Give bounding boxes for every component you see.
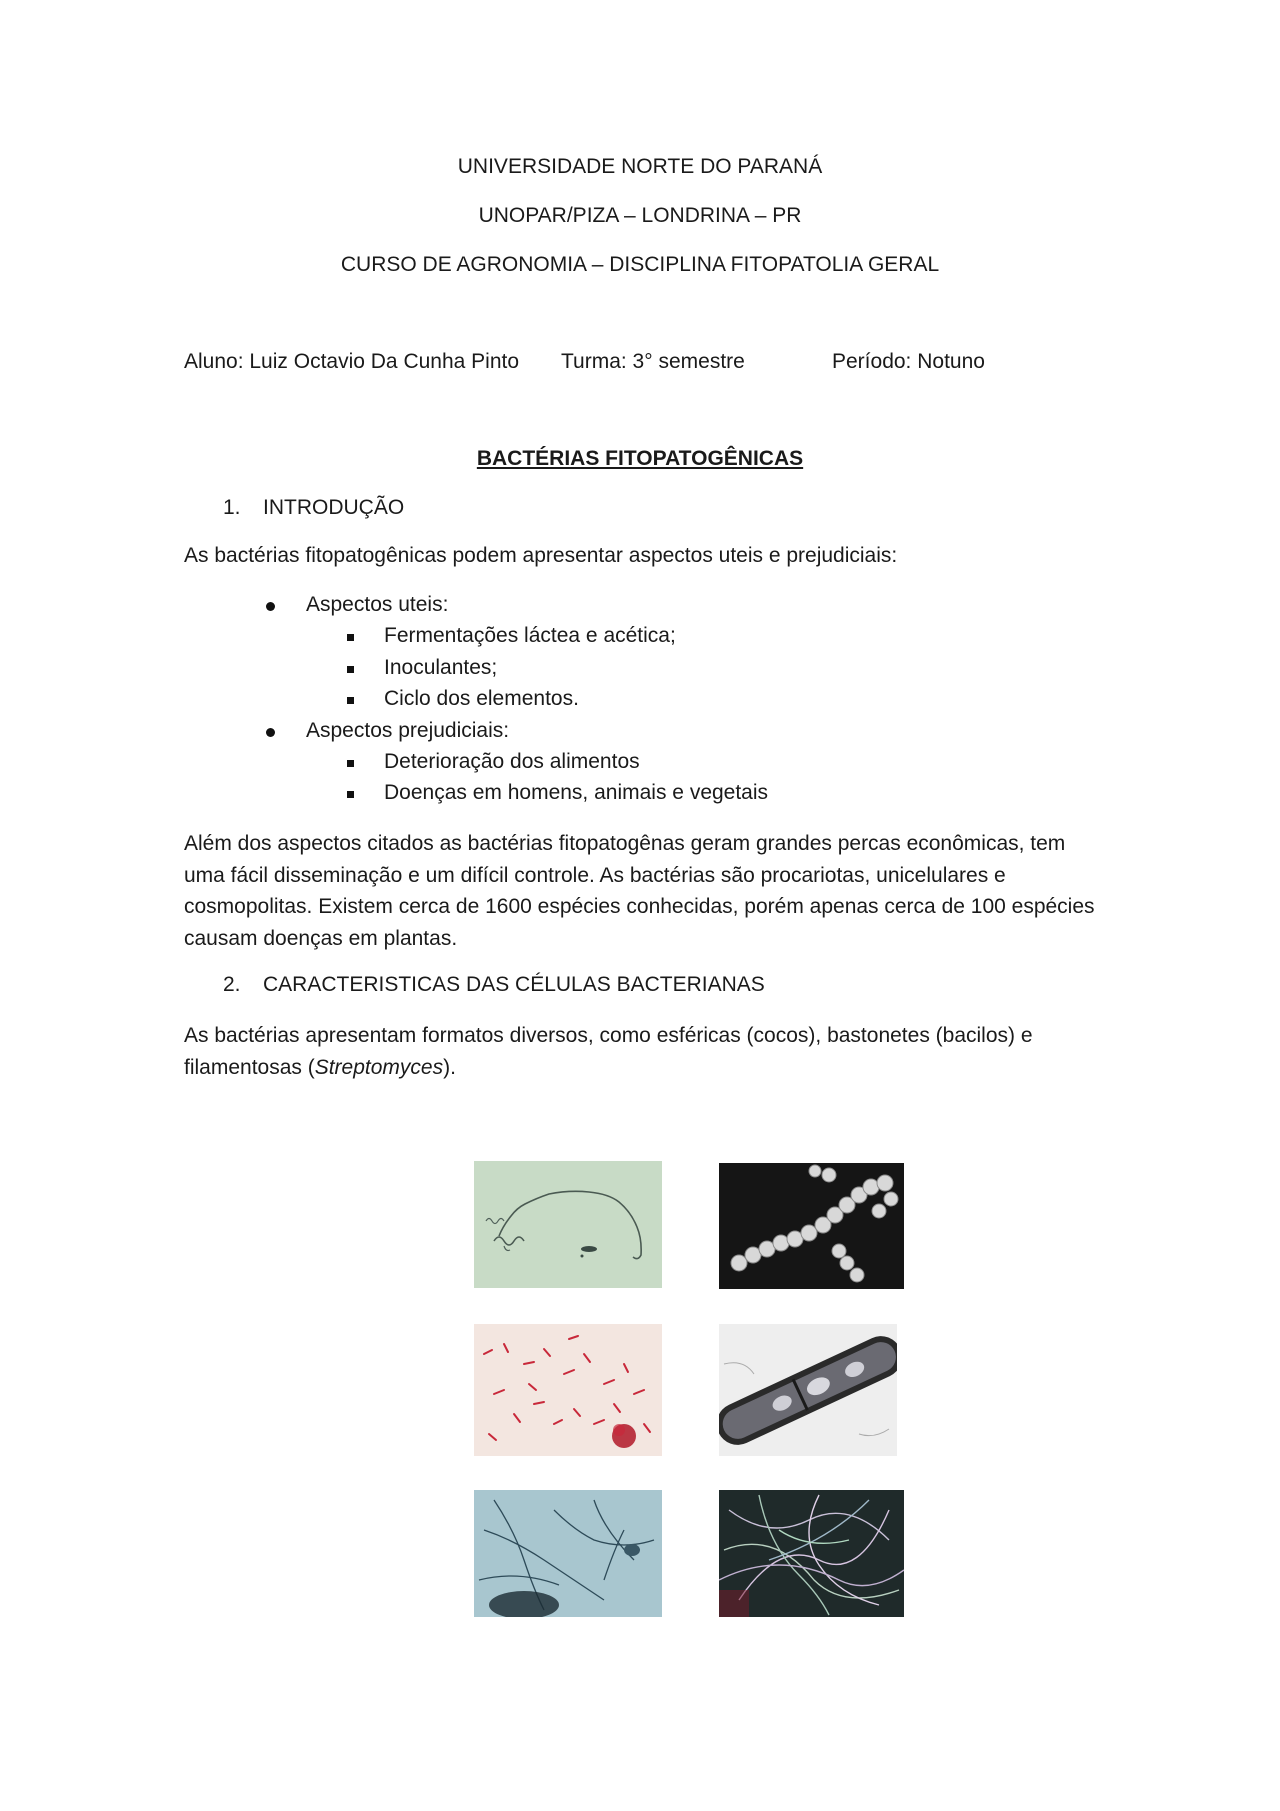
square-bullet-icon <box>347 697 354 704</box>
course-line: CURSO DE AGRONOMIA – DISCIPLINA FITOPATOLIA GERAL <box>340 253 940 276</box>
document-title: BACTÉRIAS FITOPATOGÊNICAS <box>476 447 804 470</box>
square-bullet-icon <box>347 791 354 798</box>
list-item: Fermentações láctea e acética; <box>384 624 676 647</box>
square-bullet-icon <box>347 666 354 673</box>
section1-intro: As bactérias fitopatogênicas podem apresentar aspectos uteis e prejudiciais: <box>184 544 898 567</box>
list-item: Inoculantes; <box>384 656 498 679</box>
section2-text-a: As bactérias apresentam formatos diversos, como esféricas (cocos), bastonetes (bacilos) e filamentosas ( <box>184 1024 1033 1079</box>
section2-number: 2. <box>223 973 241 996</box>
university-name: UNIVERSIDADE NORTE DO PARANÁ <box>457 155 823 178</box>
list-item: Ciclo dos elementos. <box>384 687 579 710</box>
student-period: Período: Notuno <box>832 350 985 373</box>
section2-text-italic: Streptomyces <box>314 1055 444 1079</box>
section2-paragraph <box>184 1020 1104 1083</box>
section1-heading: INTRODUÇÃO <box>263 496 405 519</box>
bullet-icon <box>266 728 275 737</box>
student-class: Turma: 3° semestre <box>561 350 745 373</box>
section2-heading: CARACTERISTICAS DAS CÉLULAS BACTERIANAS <box>263 973 765 996</box>
cocci-chain-micrograph <box>719 1163 904 1289</box>
group-label-uteis: Aspectos uteis: <box>306 593 449 616</box>
stained-bacilli-micrograph <box>474 1324 662 1456</box>
section2-text-b: ). <box>443 1055 456 1079</box>
square-bullet-icon <box>347 760 354 767</box>
list-item: Doenças em homens, animais e vegetais <box>384 781 769 804</box>
bacillus-em-micrograph <box>719 1324 897 1456</box>
group-label-prejudiciais: Aspectos prejudiciais: <box>306 719 510 742</box>
section1-paragraph: Além dos aspectos citados as bactérias fitopatogênas geram grandes percas econômicas, tem uma fácil disseminação e um difícil controle. As bactérias são procariotas, unicelulares e cosmopolitas. Existem cerca de 1600 espécies conhecidas, porém apenas cerca de 100 espécies causam doenças em plantas. <box>184 832 1095 950</box>
square-bullet-icon <box>347 634 354 641</box>
streptomyces-micrograph <box>719 1490 904 1617</box>
section1-number: 1. <box>223 496 241 519</box>
list-item: Deterioração dos alimentos <box>384 750 640 773</box>
bullet-icon <box>266 602 275 611</box>
filamentous-micrograph <box>474 1490 662 1617</box>
spirochete-micrograph <box>474 1161 662 1288</box>
campus-line: UNOPAR/PIZA – LONDRINA – PR <box>478 204 802 227</box>
student-name: Aluno: Luiz Octavio Da Cunha Pinto <box>184 350 520 373</box>
